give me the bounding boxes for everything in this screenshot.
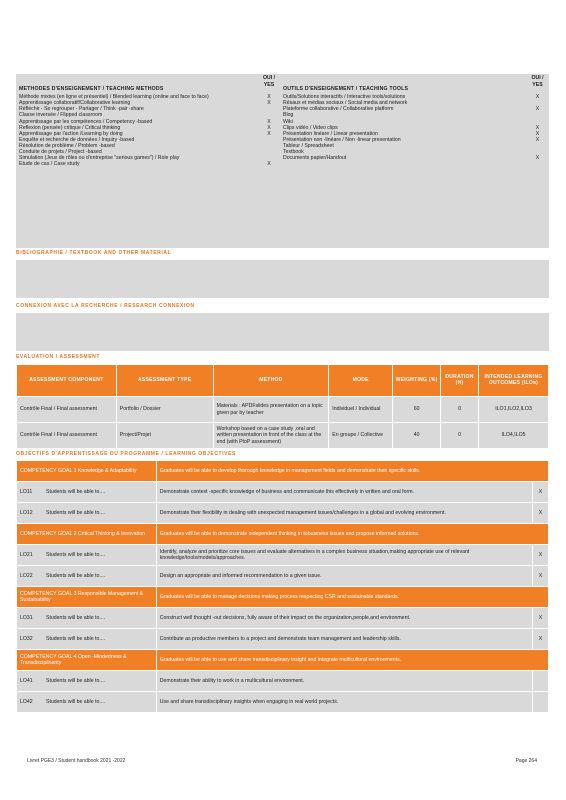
- teaching-method-label: Apprentissage collaboratif/Collaborative learning: [19, 100, 131, 107]
- teaching-methods-list: [19, 94, 257, 168]
- learning-objective-code: LO22: [20, 572, 33, 579]
- competency-goal-row: [17, 650, 549, 671]
- teaching-method-check: X: [267, 118, 271, 125]
- page-footer: [27, 759, 537, 765]
- learning-objective-who: Students will be able to....: [46, 614, 106, 621]
- teaching-method-check: X: [267, 100, 271, 107]
- teaching-tool-label: Clips vidéo / Video clips: [283, 124, 338, 131]
- teaching-tool-label: Outils/Solutions interactifs / Interactive tools/solutions: [283, 94, 406, 100]
- competency-goal-row: [17, 461, 549, 482]
- competency-goal-description: Graduates will be able to manage decisions making process respecting CSR and sustainable standards.: [156, 587, 548, 608]
- teaching-methods-yes-column: [259, 74, 279, 248]
- learning-objective-row: [17, 566, 549, 587]
- competency-goal-row: [17, 524, 549, 545]
- learning-objective-code: LO11: [20, 488, 33, 495]
- learning-objective-check: X: [533, 566, 549, 587]
- learning-objective-row: [17, 692, 549, 713]
- assessment-cell: Contrôle Final / Final assessment: [17, 397, 117, 423]
- assessment-cell: 40: [393, 423, 441, 449]
- assessment-cell: En groupe / Collective: [329, 423, 393, 449]
- learning-objective-who: Students will be able to....: [46, 551, 106, 558]
- learning-objectives-table: [16, 460, 549, 713]
- competency-goal-description: Graduates will be able to use and share transdisciplinary insight and integrate multicultural environments.: [156, 650, 548, 671]
- assessment-cell: 0: [441, 423, 479, 449]
- learning-objective-code: LO31: [20, 614, 33, 621]
- learning-objective-row: [17, 629, 549, 650]
- learning-objective-row: [17, 482, 549, 503]
- teaching-method-label: Méthode mixtes (en ligne et présentiel) / Blended learning (online and face to face): [19, 94, 209, 100]
- learning-objective-who: Students will be able to....: [46, 572, 106, 579]
- teaching-method-label: Apprentissage par l'action /Learning by doing: [19, 130, 123, 137]
- learning-objective-check: [533, 671, 549, 692]
- learning-objective-code: LO12: [20, 509, 33, 516]
- assessment-cell: 0: [441, 397, 479, 423]
- competency-goal-row: [17, 587, 549, 608]
- teaching-method-check: X: [267, 130, 271, 137]
- learning-objective-check: X: [533, 629, 549, 650]
- assessment-row: [17, 423, 549, 449]
- assessment-row: [17, 397, 549, 423]
- learning-objective-subject: [17, 545, 157, 566]
- learning-objective-subject: [17, 671, 157, 692]
- learning-objective-check: X: [533, 545, 549, 566]
- learning-objective-subject: [17, 629, 157, 650]
- learning-objective-who: Students will be able to....: [46, 509, 106, 516]
- learning-objective-who: Students will be able to....: [46, 635, 106, 642]
- learning-objective-description: Identify, analyze and prioritize core issues and evaluate alternatives in a complex business situation,making appropriate use of relevant knowledge/tools/models/approaches.: [156, 545, 532, 566]
- teaching-method-check: X: [267, 124, 271, 131]
- learning-objective-description: Demonstrate context -specific knowledge of business and communicate this effectively in written and oral form.: [156, 482, 532, 503]
- learning-objective-row: [17, 608, 549, 629]
- competency-goal-label: COMPETENCY GOAL 2 Critical Thinking & Innovation: [17, 524, 157, 545]
- footer-handbook-label: Livret PGE3 / Student handbook 2021 -2022: [27, 758, 126, 764]
- assessment-cell: ILO4,ILO5: [479, 423, 549, 449]
- teaching-tool-label: Tableur / Spreadsheet: [283, 143, 334, 149]
- teaching-tools-header: OUTILS D'ENSEIGNEMENT / TEACHING TOOLS: [283, 85, 409, 92]
- teaching-method-label: Enquête et recherche de données / Inquiry -based: [19, 136, 135, 143]
- learning-objective-subject: [17, 692, 157, 713]
- assessment-table: [16, 364, 549, 449]
- teaching-tool-label: Présentation linéare / Linear presentation: [283, 130, 378, 137]
- learning-objective-who: Students will be able to....: [46, 488, 106, 495]
- teaching-tool-check: X: [535, 106, 540, 113]
- teaching-methods-column: [16, 74, 259, 248]
- teaching-method-check: X: [267, 94, 271, 100]
- assessment-cell: Individuel / Individual: [329, 397, 393, 423]
- teaching-method-label: Conduite de projets / Project -based: [19, 149, 102, 156]
- learning-objective-row: [17, 503, 549, 524]
- learning-objective-subject: [17, 503, 157, 524]
- learning-objective-row: [17, 545, 549, 566]
- learning-objective-check: X: [533, 482, 549, 503]
- teaching-tool-label: Wiki: [283, 118, 293, 125]
- learning-objective-code: LO42: [20, 698, 33, 705]
- footer-page-number: Page 264: [515, 758, 537, 764]
- objectives-title: OBJECTIFS D'APPRENTISSAGE DU PROGRAMME / LEARNING OBJECTIVES: [16, 451, 236, 457]
- teaching-tool-label: Plateforme collaborative / Collaborative platform: [283, 106, 394, 113]
- assessment-header-cell: ASSESSMENT TYPE: [116, 365, 213, 397]
- syllabus-page: [16, 74, 549, 713]
- assessment-header-cell: DURATION (H): [441, 365, 479, 397]
- competency-goal-label: COMPETENCY GOAL 4 Open -Mindedness & Transdisciplinarity: [17, 650, 157, 671]
- assessment-cell: Contrôle Final / Final assessment: [17, 423, 117, 449]
- teaching-method-label: Simulation (Jeux de rôles ou d'entreprise "serious games") / Role play: [19, 155, 180, 162]
- assessment-header-cell: ASSESSMENT COMPONENT: [17, 365, 117, 397]
- teaching-method-label: Apprentissage par les compétences / Competency -based: [19, 118, 153, 125]
- teaching-method-label: Etude de cas / Case study: [19, 161, 80, 168]
- research-content: [16, 313, 549, 351]
- assessment-cell: Workshop based on a case study ,oral and written presentation in front of the class at the end (with PtoP assessment): [213, 423, 329, 449]
- teaching-method-check: X: [267, 161, 271, 168]
- assessment-cell: Materials : APDFslides presentation on a topic given par by teacher: [213, 397, 329, 423]
- learning-objective-who: Students will be able to....: [46, 677, 106, 684]
- teaching-tools-column: [279, 74, 526, 248]
- research-title: CONNEXION AVEC LA RECHERCHE / RESEARCH CONNEXION: [16, 303, 195, 309]
- learning-objective-who: Students will be able to....: [46, 698, 106, 705]
- assessment-cell: 60: [393, 397, 441, 423]
- teaching-method-label: Reflexion (pensée) critique / Critical thinking: [19, 124, 121, 131]
- teaching-tool-label: Résaux et médias sociaux / Social media and network: [283, 100, 408, 107]
- learning-objective-check: X: [533, 503, 549, 524]
- teaching-method-label: Réfléchir - Se regrouper - Partager / Think -pair -share: [19, 106, 144, 113]
- teaching-tool-label: Documents papier/Handout: [283, 155, 347, 162]
- teaching-methods-yes-header: OUI / YES: [262, 75, 276, 88]
- learning-objective-subject: [17, 608, 157, 629]
- learning-objective-row: [17, 671, 549, 692]
- methods-tools-block: [16, 74, 549, 248]
- competency-goal-label: COMPETENCY GOAL 3 Responsible Management & Sustainability: [17, 587, 157, 608]
- competency-goal-description: Graduates will be able to demonstrate independent thinking in tobusiness issues and propose informed solutions.: [156, 524, 548, 545]
- learning-objective-description: Use and share transdisciplinary insights when engaging in real world projects.: [156, 692, 532, 713]
- teaching-methods-header: METHODES D'ENSEIGNEMENT / TEACHING METHODS: [19, 85, 164, 92]
- teaching-tool-label: Présentation non -linéare / Non -linear presentation: [283, 136, 401, 143]
- learning-objective-description: Design an appropriate and informed recommendation to a given issue.: [156, 566, 532, 587]
- teaching-tool-check: X: [535, 136, 540, 143]
- learning-objective-check: [533, 692, 549, 713]
- learning-objective-code: LO41: [20, 677, 33, 684]
- assessment-cell: Portfolio / Dossier: [116, 397, 213, 423]
- competency-goal-description: Graduates will be able to develop thorough knowledge in management fields and demonstrate their specific skills.: [156, 461, 548, 482]
- learning-objective-subject: [17, 482, 157, 503]
- learning-objective-check: X: [533, 608, 549, 629]
- assessment-header-cell: WEIGHTING (%): [393, 365, 441, 397]
- learning-objective-description: Demonstrate their flexibility in dealing with unexpected management issues/challenges in a global and evolving environment.: [156, 503, 532, 524]
- learning-objective-subject: [17, 566, 157, 587]
- teaching-method-row: [19, 161, 257, 167]
- teaching-tool-check: X: [535, 130, 540, 137]
- teaching-method-label: Classe inversée / Flipped classroom: [19, 112, 103, 119]
- learning-objective-description: Contribute as productive members to a project and demonstrate team management and leadership skills.: [156, 629, 532, 650]
- assessment-title: EVALUATION / ASSESSMENT: [16, 354, 100, 360]
- teaching-tool-check: X: [535, 155, 540, 162]
- learning-objective-code: LO32: [20, 635, 33, 642]
- teaching-method-label: Résolution de problème / Problem -based: [19, 143, 115, 149]
- learning-objective-code: LO21: [20, 551, 33, 558]
- teaching-tool-check: X: [535, 94, 540, 100]
- assessment-cell: ILO1,ILO2,ILO3: [479, 397, 549, 423]
- teaching-tool-label: Textbook: [283, 149, 304, 156]
- teaching-tools-yes-column: [526, 74, 549, 248]
- teaching-tool-label: Blog: [283, 112, 294, 119]
- assessment-header-cell: INTENDED LEARNING OUTCOMES (ILOs): [479, 365, 549, 397]
- teaching-tools-list: [283, 94, 524, 161]
- assessment-header-cell: MODE: [329, 365, 393, 397]
- assessment-cell: Project/Projet: [116, 423, 213, 449]
- bibliography-content: [16, 260, 549, 298]
- teaching-tool-check: X: [535, 124, 540, 131]
- learning-objective-description: Construct well thought -out decisions, fully aware of their impact on the organization,people,and environment.: [156, 608, 532, 629]
- teaching-tool-row: [283, 155, 524, 161]
- bibliography-title: BIBLIOGRAPHIE / TEXTBOOK AND OTHER MATERIAL: [16, 250, 172, 256]
- learning-objective-description: Demonstrate their ability to work in a multicultural environment.: [156, 671, 532, 692]
- assessment-header-cell: METHOD: [213, 365, 329, 397]
- teaching-tools-yes-header: OUI / YES: [531, 75, 544, 88]
- competency-goal-label: COMPETENCY GOAL 1 Knowledge & Adaptability: [17, 461, 157, 482]
